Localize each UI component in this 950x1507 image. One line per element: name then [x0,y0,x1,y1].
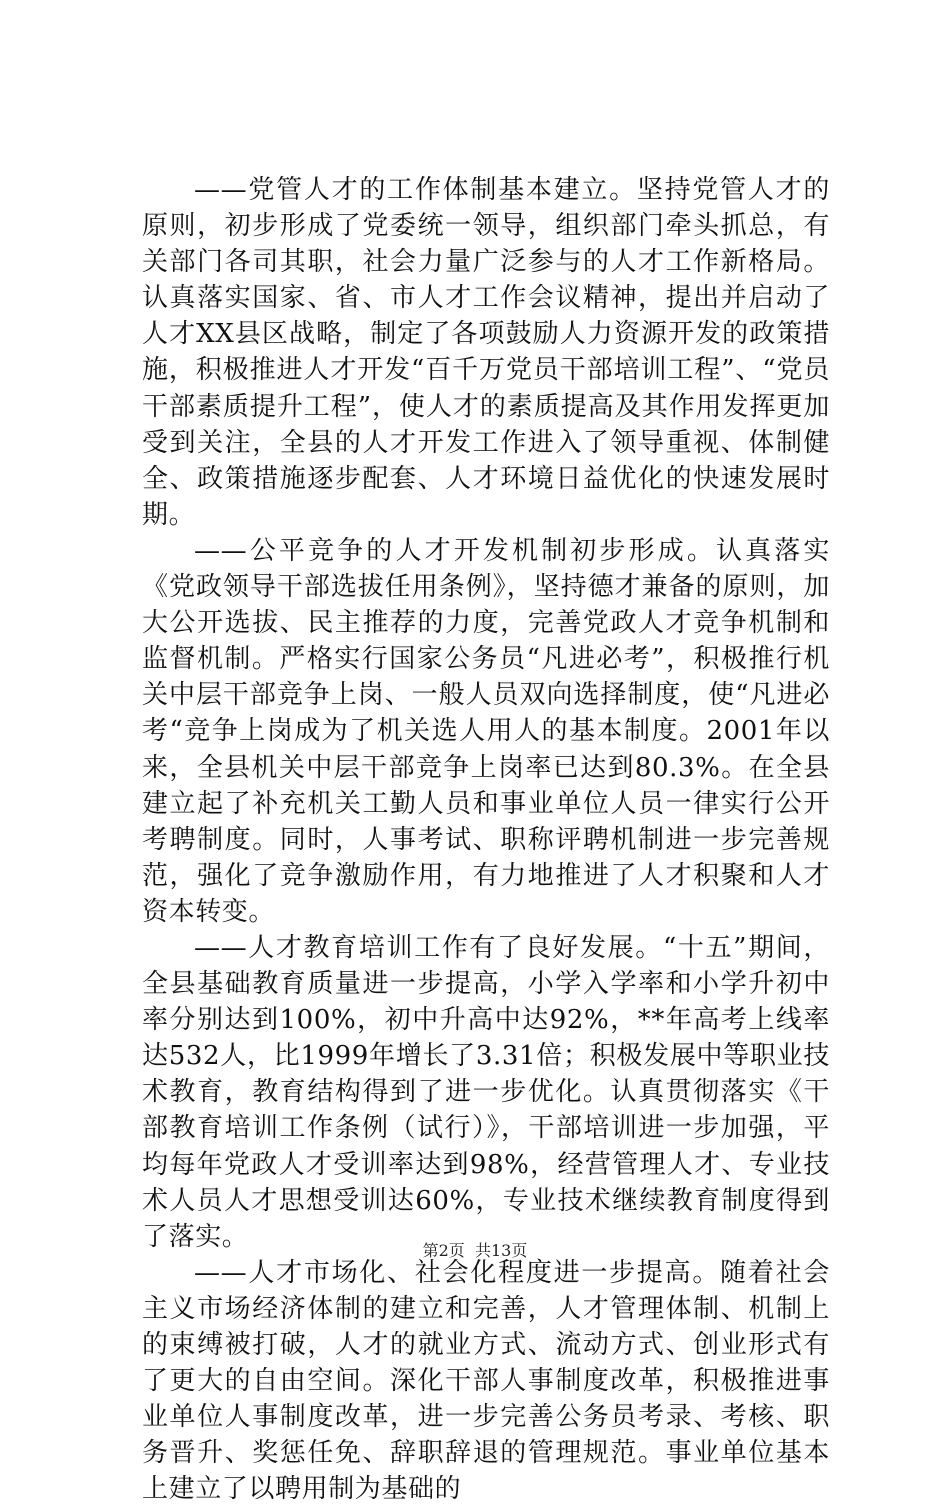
document-body [142,172,830,1507]
paragraph-education-training: ——人才教育培训工作有了良好发展。“十五”期间，全县基础教育质量进一步提高，小学入学率和小学升初中率分别达到100%，初中升高中达92%，**年高考上线率达532人，比1999年增长了3.31倍；积极发展中等职业技术教育，教育结构得到了进一步优化。认真贯彻落实《干部教育培训工作条例（试行）》，干部培训进一步加强，平均每年党政人才受训率达到98%，经营管理人才、专业技术人员人才思想受训达60%，专业技术继续教育制度得到了落实。 [142,932,830,1252]
page-total: 共13页 [474,1241,528,1260]
page-footer [0,1241,950,1261]
paragraph-talent-management-system: ——党管人才的工作体制基本建立。坚持党管人才的原则，初步形成了党委统一领导，组织部门牵头抓总，有关部门各司其职，社会力量广泛参与的人才工作新格局。认真落实国家、省、市人才工作会议精神，提出并启动了人才XX县区战略，制定了各项鼓励人力资源开发的政策措施，积极推进人才开发“百千万党员干部培训工程”、“党员干部素质提升工程”，使人才的素质提高及其作用发挥更加受到关注，全县的人才开发工作进入了领导重视、体制健全、政策措施逐步配套、人才环境日益优化的快速发展时期。 [142,175,830,530]
page-number: 第2页 [422,1241,465,1260]
paragraph-fair-competition-mechanism: ——公平竞争的人才开发机制初步形成。认真落实《党政领导干部选拔任用条例》，坚持德才兼备的原则，加大公开选拔、民主推荐的力度，完善党政人才竞争机制和监督机制。严格实行国家公务员“凡进必考”，积极推行机关中层干部竞争上岗、一般人员双向选择制度，使“凡进必考“竞争上岗成为了机关选人用人的基本制度。2001年以来，全县机关中层干部竞争上岗率已达到80.3%。在全县建立起了补充机关工勤人员和事业单位人员一律实行公开考聘制度。同时，人事考试、职称评聘机制进一步完善规范，强化了竞争激励作用，有力地推进了人才积聚和人才资本转变。 [142,535,830,927]
paragraph-talent-marketization: ——人才市场化、社会化程度进一步提高。随着社会主义市场经济体制的建立和完善，人才管理体制、机制上的束缚被打破，人才的就业方式、流动方式、创业形式有了更大的自由空间。深化干部人事制度改革，积极推进事业单位人事制度改革，进一步完善公务员考录、考核、职务晋升、奖惩任免、辞职辞退的管理规范。事业单位基本上建立了以聘用制为基础的 [142,1257,830,1505]
